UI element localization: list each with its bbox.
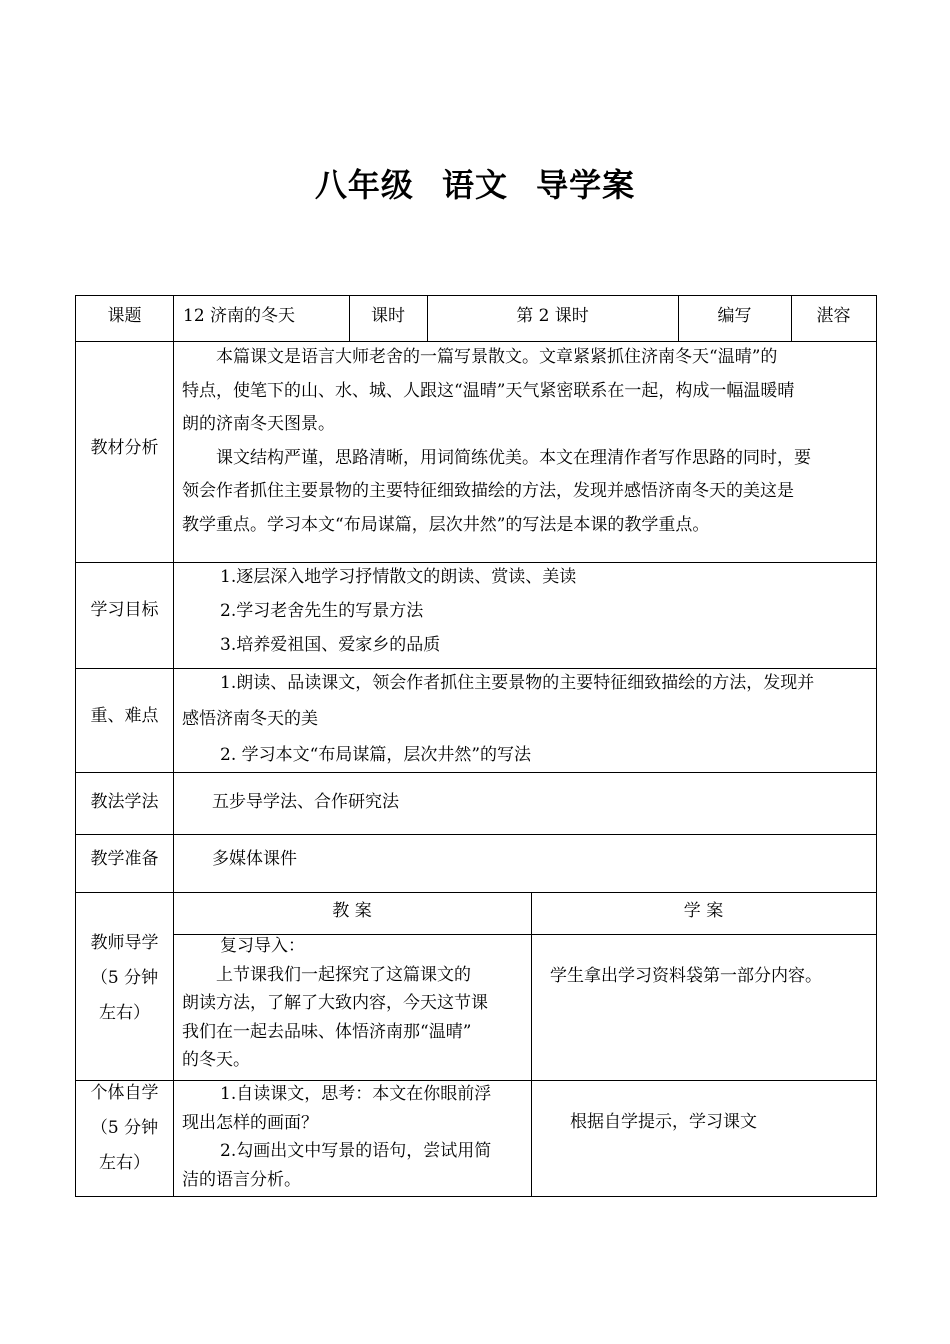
title-doc-type: 导学案 [536,166,636,204]
step2-learn: 根据自学提示，学习课文 [570,1112,757,1132]
period-value: 第 2 课时 [516,306,589,326]
col-divider [531,892,532,1196]
material-label: 教材分析 [90,438,159,458]
text-line: 现出怎样的画面？ [182,1112,318,1133]
topic-value: 12 济南的冬天 [183,306,296,326]
text-line: 复习导入： [220,936,305,956]
lesson-plan-table [75,295,877,1197]
goals-list [220,560,870,662]
label-line: 个体自学 [90,1083,159,1103]
text-line: 1.自读课文，思考：本文在你眼前浮 [220,1084,492,1104]
label-line: 左右） [99,1003,150,1023]
author-value: 湛容 [816,306,851,326]
step2-teach [182,1080,528,1194]
topic-label: 课题 [107,306,142,326]
text-line: 的冬天。 [182,1050,250,1070]
text-line: 领会作者抓住主要景物的主要特征细致描绘的方法，发现并感悟济南冬天的美这是 [182,481,794,501]
row-divider [76,892,876,893]
learn-plan-header: 学 案 [683,901,724,921]
title-subject: 语文 [441,166,508,204]
author-label: 编写 [717,306,752,326]
text-line: 2.勾画出文中写景的语句，尝试用简 [220,1141,492,1161]
text-line: 上节课我们一起探究了这篇课文的 [216,964,471,985]
label-line: 左右） [99,1153,150,1173]
text-line: 朗的济南冬天图景。 [182,414,335,434]
text-line: 课文结构严谨，思路清晰，用词简练优美。本文在理清作者写作思路的同时，要 [216,447,811,468]
text-line: 教学重点。学习本文“布局谋篇，层次井然”的写法是本课的教学重点。 [182,514,710,535]
keypoints-label: 重、难点 [90,706,159,726]
text-line: 2. 学习本文“布局谋篇，层次井然”的写法 [220,745,532,765]
step2-label [76,1076,173,1181]
goal-item: 2.学习老舍先生的写景方法 [220,601,424,621]
text-line: 感悟济南冬天的美 [182,709,318,729]
prep-value: 多媒体课件 [212,849,297,869]
step1-learn: 学生拿出学习资料袋第一部分内容。 [550,966,822,986]
text-line: 洁的语言分析。 [182,1169,301,1190]
page-title [0,160,950,206]
title-grade: 八年级 [314,166,414,204]
goal-item: 1.逐层深入地学习抒情散文的朗读、赏读、美读 [220,567,577,587]
method-label: 教法学法 [90,792,159,812]
text-line: 我们在一起去品味、体悟济南那“温晴” [182,1021,472,1042]
label-line: （5 分钟 [90,968,159,988]
period-label: 课时 [371,306,405,326]
step1-label [76,926,173,1031]
goal-item: 3.培养爱祖国、爱家乡的品质 [220,635,441,655]
goals-label: 学习目标 [90,600,159,620]
teach-plan-header: 教 案 [332,901,372,921]
step1-teach [182,932,528,1075]
label-line: 教师导学 [90,933,159,953]
keypoints-text [182,665,872,773]
material-text [182,341,872,542]
label-line: （5 分钟 [90,1118,159,1138]
method-value: 五步导学法、合作研究法 [212,792,399,812]
text-line: 本篇课文是语言大师老舍的一篇写景散文。文章紧紧抓住济南冬天“温晴”的 [216,347,778,367]
row-divider [76,834,876,835]
col-divider [173,296,174,1196]
text-line: 1.朗读、品读课文，领会作者抓住主要景物的主要特征细致描绘的方法，发现并 [220,673,815,693]
text-line: 特点，使笔下的山、水、城、人跟这“温晴”天气紧密联系在一起，构成一幅温暖晴 [182,380,795,401]
text-line: 朗读方法，了解了大致内容，今天这节课 [182,993,488,1013]
prep-label: 教学准备 [90,849,159,869]
